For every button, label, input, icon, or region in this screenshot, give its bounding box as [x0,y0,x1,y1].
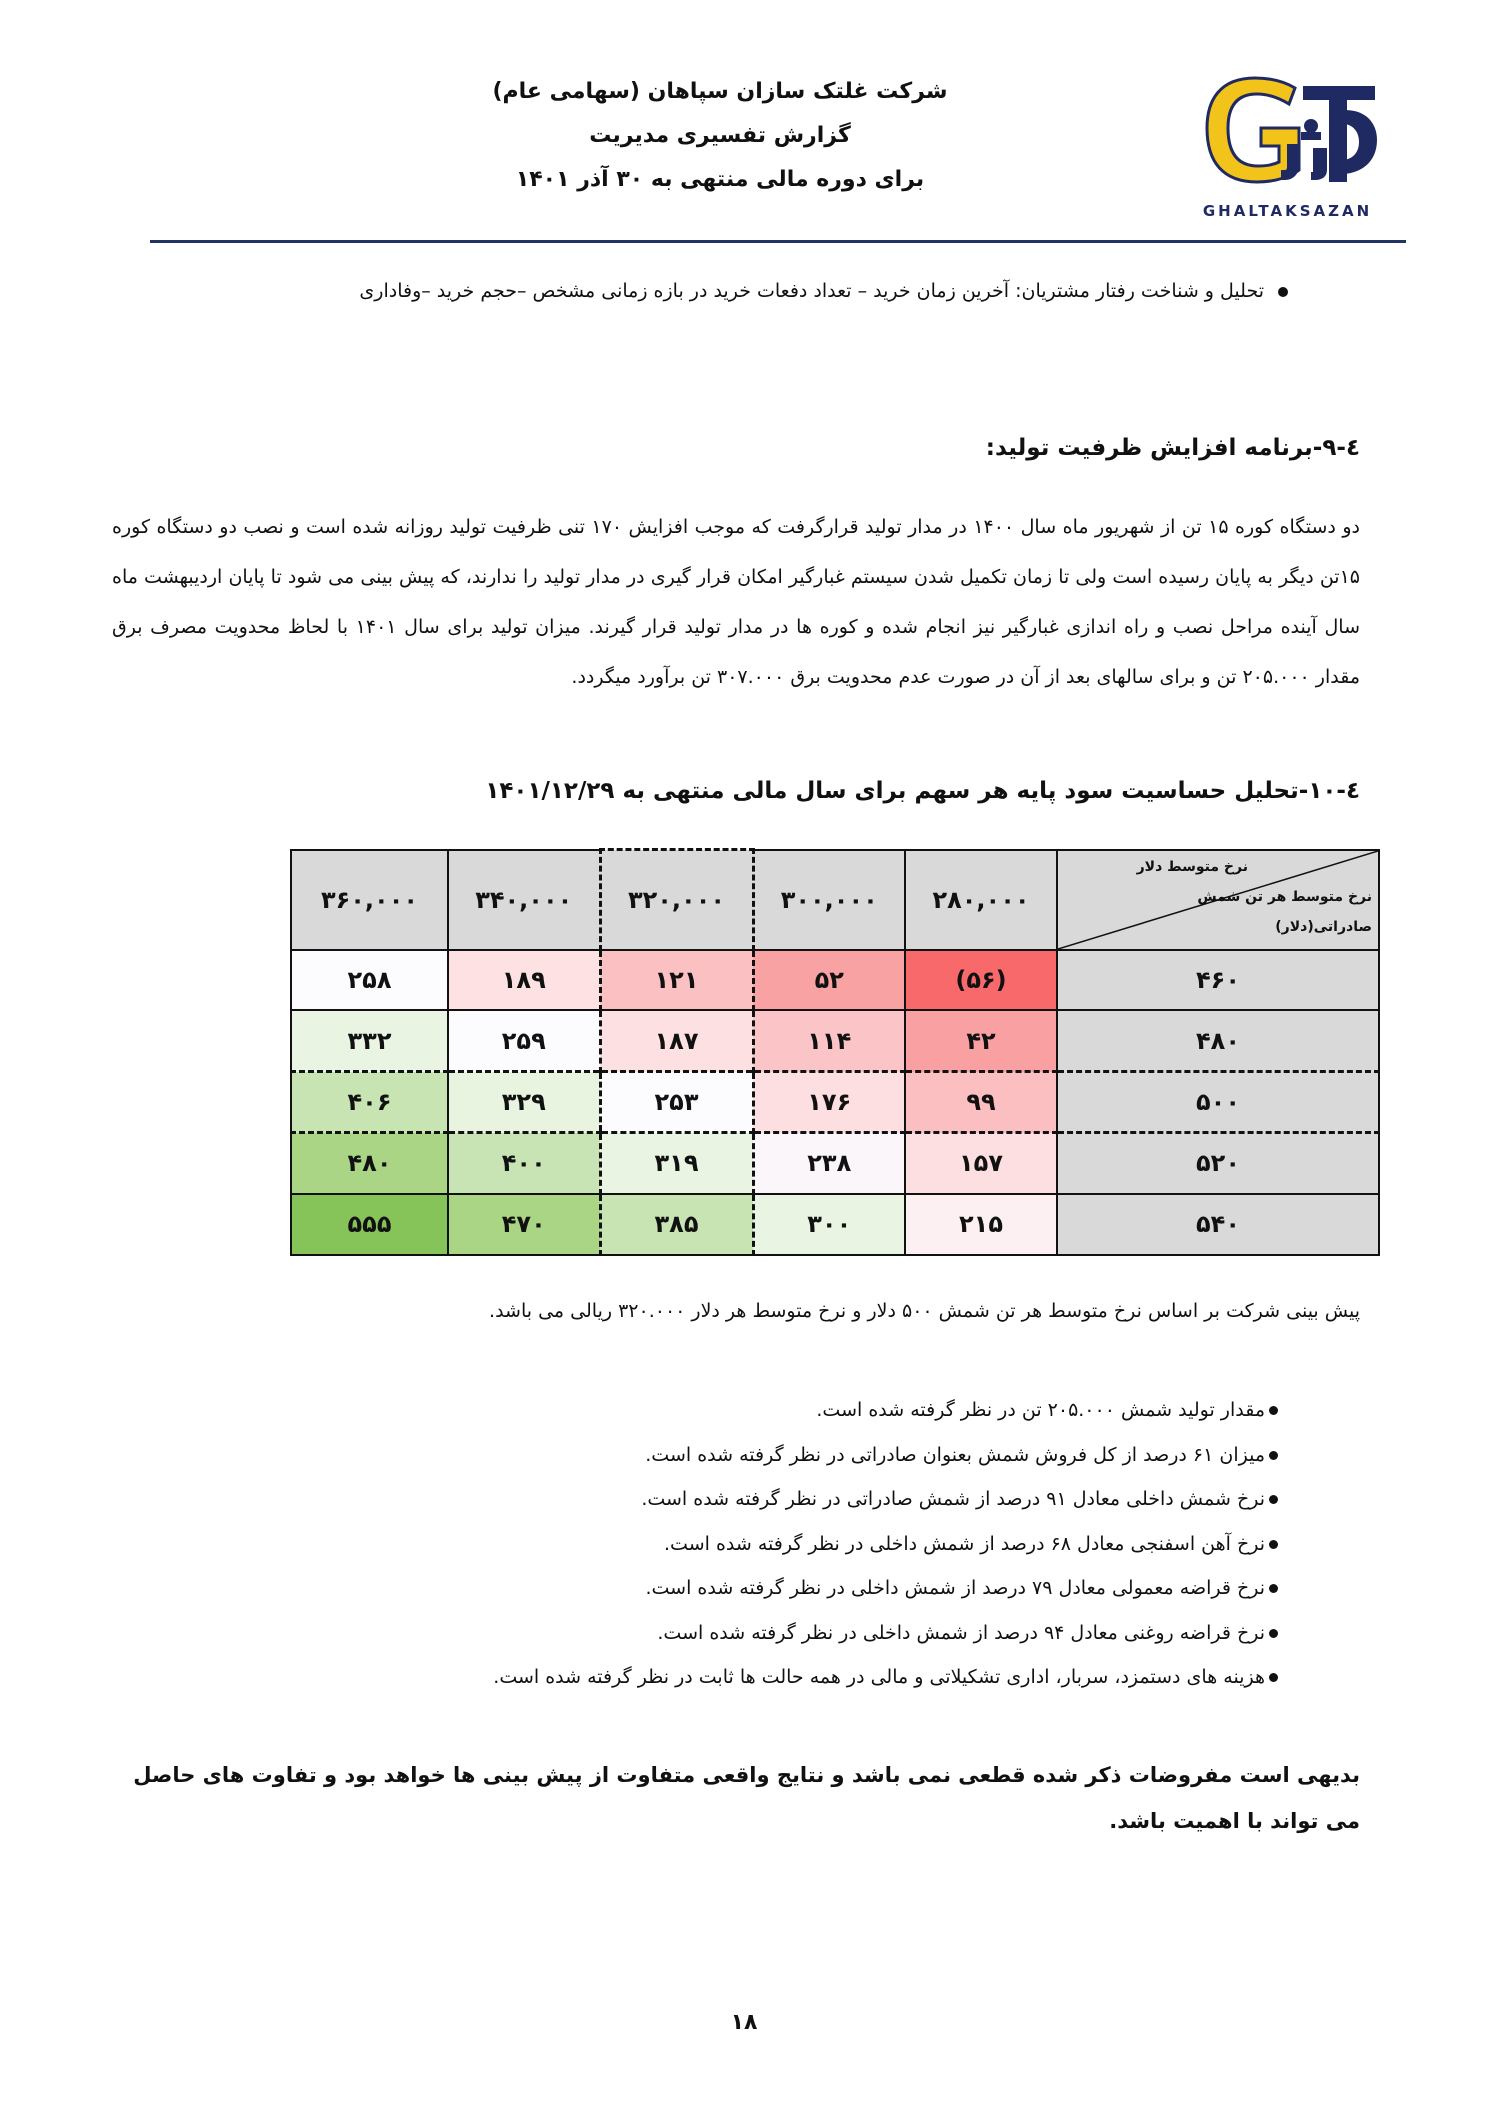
row-header: ۵۲۰ [1057,1133,1379,1194]
forecast-basis-line: پیش بینی شرکت بر اساس نرخ متوسط هر تن شمش ۵۰۰ دلار و نرخ متوسط هر دلار ۳۲۰.۰۰۰ ریالی می باشد. [489,1300,1360,1322]
table-cell: ۱۸۷ [600,1010,753,1071]
assumption-text: هزینه های دستمزد، سربار، اداری تشکیلاتی و مالی در همه حالت ها ثابت در نظر گرفته شده است. [493,1666,1265,1688]
table-cell: ۹۹ [905,1072,1057,1133]
table-row [291,1072,1379,1133]
header-divider [150,240,1406,243]
table-cell: ۴۲ [905,1010,1057,1071]
bullet-text: تحلیل و شناخت رفتار مشتریان: آخرین زمان خرید – تعداد دفعات خرید در بازه زمانی مشخص –حجم خرید –وفاداری [359,280,1264,302]
column-header: ۳۰۰,۰۰۰ [753,850,905,951]
row-header: ۵۰۰ [1057,1072,1379,1133]
assumption-text: نرخ آهن اسفنجی معادل ۶۸ درصد از شمش داخلی در نظر گرفته شده است. [664,1532,1265,1555]
bullet-icon [1278,287,1288,297]
table-cell: ۴۸۰ [291,1133,448,1194]
logo-wordmark: GHALTAKSAZAN [1202,202,1373,220]
table-cell: (۵۶) [905,950,1057,1010]
bullet-icon [1269,1495,1278,1504]
table-cell: ۱۷۶ [753,1072,905,1133]
table-cell: ۱۵۷ [905,1133,1057,1194]
table-cell: ۲۳۸ [753,1133,905,1194]
table-cell: ۱۱۴ [753,1010,905,1071]
assumptions-list [278,1388,1278,1700]
assumption-item [278,1522,1278,1567]
bullet-icon [1269,1540,1278,1549]
table-cell: ۳۲۹ [448,1072,600,1133]
bullet-icon [1269,1584,1278,1593]
assumption-item [278,1433,1278,1478]
report-title: گزارش تفسیری مدیریت [589,123,851,148]
column-header: ۲۸۰,۰۰۰ [905,850,1057,951]
header-text [420,70,1020,202]
row-header: ۵۴۰ [1057,1194,1379,1255]
column-header-highlight: ۳۲۰,۰۰۰ [600,850,753,951]
table-row [291,1194,1379,1255]
bullet-icon [1269,1406,1278,1415]
row-header: ۴۸۰ [1057,1010,1379,1071]
disclaimer-text: بدیهی است مفروضات ذکر شده قطعی نمی باشد و نتایج واقعی متفاوت از پیش بینی ها خواهد بود و تفاوت های حاصل می تواند با اهمیت باشد. [133,1763,1360,1833]
bullet-icon [1269,1629,1278,1638]
section-title-sensitivity: ٤-۱۰-تحلیل حساسیت سود پایه هر سهم برای سال مالی منتهی به ۱۴۰۱/۱۲/۲۹ [485,778,1360,804]
assumption-text: نرخ قراضه معمولی معادل ۷۹ درصد از شمش داخلی در نظر گرفته شده است. [645,1577,1265,1599]
row-header: ۴۶۰ [1057,950,1379,1010]
bullet-icon [1269,1451,1278,1460]
assumption-text: مقدار تولید شمش ۲۰۵.۰۰۰ تن در نظر گرفته شده است. [816,1399,1265,1421]
corner-label-dollar: نرخ متوسط دلار [1136,858,1248,875]
corner-label-export: صادراتی(دلار) [1275,918,1372,935]
table-cell: ۴۰۶ [291,1072,448,1133]
table-cell: ۱۸۹ [448,950,600,1010]
company-name: شرکت غلتک سازان سپاهان (سهامی عام) [492,79,948,104]
table-cell: ۳۰۰ [753,1194,905,1255]
section-title-capacity: ٤-۹-برنامه افزایش ظرفیت تولید: [985,435,1360,461]
table-cell: ۳۱۹ [600,1133,753,1194]
assumption-item [278,1477,1278,1522]
column-header: ۳۶۰,۰۰۰ [291,850,448,951]
page-number: ۱۸ [730,2010,758,2035]
corner-label-price: نرخ متوسط هر تن شمش [1197,888,1372,905]
table-cell: ۵۲ [753,950,905,1010]
table-row [291,950,1379,1010]
table-corner-cell [1057,850,1379,951]
table-row [291,1010,1379,1071]
assumption-text: نرخ شمش داخلی معادل ۹۱ درصد از شمش صادراتی در نظر گرفته شده است. [641,1488,1265,1510]
assumption-item [278,1566,1278,1611]
table-cell: ۵۵۵ [291,1194,448,1255]
assumption-text: میزان ۶۱ درصد از کل فروش شمش بعنوان صادراتی در نظر گرفته شده است. [645,1443,1265,1466]
table-cell: ۴۰۰ [448,1133,600,1194]
table-cell: ۲۵۸ [291,950,448,1010]
table-cell: ۴۷۰ [448,1194,600,1255]
sensitivity-grid [290,848,1380,1256]
table-cell: ۲۱۵ [905,1194,1057,1255]
assumption-text: نرخ قراضه روغنی معادل ۹۴ درصد از شمش داخلی در نظر گرفته شده است. [657,1621,1265,1644]
table-cell: ۲۵۳ [600,1072,753,1133]
table-cell: ۱۲۱ [600,950,753,1010]
column-header: ۳۴۰,۰۰۰ [448,850,600,951]
sensitivity-table [290,848,1378,1256]
page-header [150,60,1400,245]
table-row [291,1133,1379,1194]
table-cell: ۲۵۹ [448,1010,600,1071]
customer-analysis-bullet [188,280,1288,302]
table-cell: ۳۸۵ [600,1194,753,1255]
bullet-icon [1269,1673,1278,1682]
assumption-item [278,1611,1278,1656]
company-logo [1195,70,1380,220]
table-cell: ۳۳۲ [291,1010,448,1071]
assumption-item [278,1655,1278,1700]
section-paragraph-capacity: دو دستگاه کوره ۱۵ تن از شهریور ماه سال ۱۴۰۰ در مدار تولید قرارگرفت که موجب افزایش ۱۷۰ تنی ظرفیت تولید روزانه شده است و نصب دو دستگاه کوره ۱۵تن دیگر به پایان رسیده است ولی تا زمان تکمیل شدن سیستم غبارگیر امکان قرار گیری در مدار تولید را ندارند، که پیش بینی می شود تا پایان اردیبهشت ماه سال آینده مراحل نصب و راه اندازی غبارگیر نیز انجام شده و کوره ها در مدار تولید قرار گیرند. میزان تولید برای سال ۱۴۰۱ با لحاظ محدویت مصرف برق مقدار ۲۰۵.۰۰۰ تن و برای سالهای بعد از آن در صورت عدم محدویت برق ۳۰۷.۰۰۰ تن برآورد میگردد. [112,516,1360,688]
assumption-item [278,1388,1278,1433]
report-period: برای دوره مالی منتهی به ۳۰ آذر ۱۴۰۱ [515,167,925,192]
logo-mark-icon [1195,70,1380,192]
table-header-row [291,850,1379,951]
